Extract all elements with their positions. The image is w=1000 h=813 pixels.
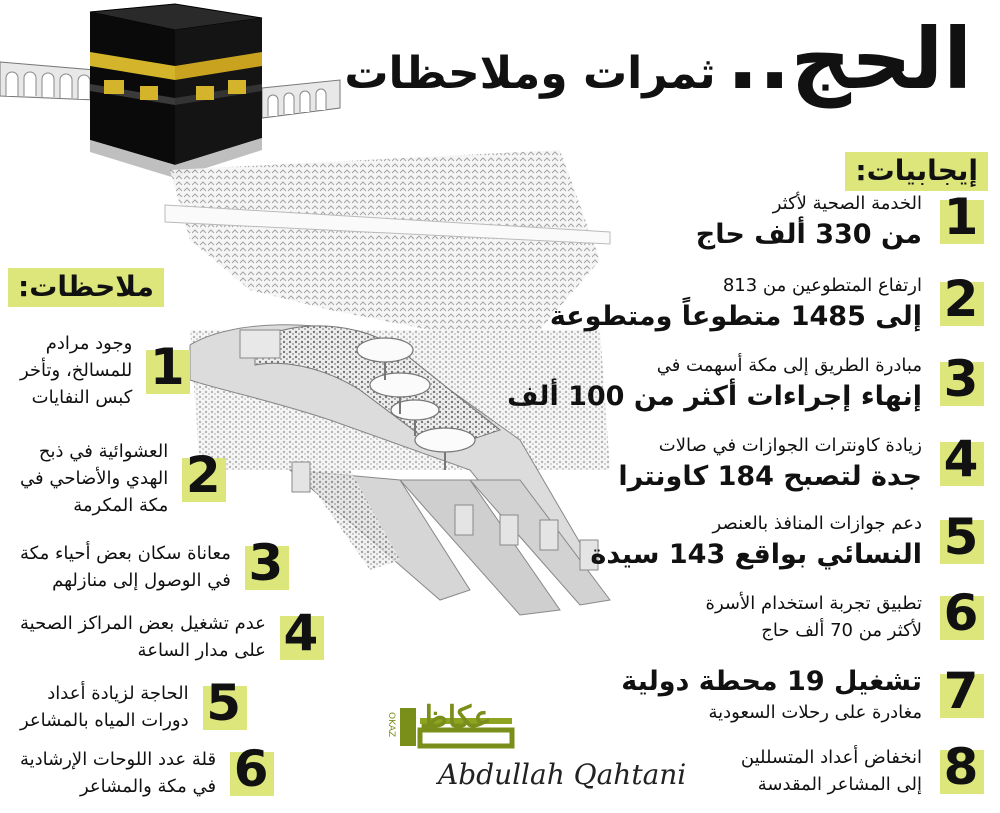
number-badge: 8 [932, 742, 990, 800]
item-text: الخدمة الصحية لأكثر [772, 193, 922, 214]
positive-item-2 [550, 272, 990, 334]
title-sub: ثمرات وملاحظات [344, 48, 716, 99]
kaaba [90, 4, 262, 178]
title-main: الحج.. [726, 10, 972, 108]
item-text: تطبيق تجربة استخدام الأسرة [705, 593, 922, 614]
item-text: مغادرة على رحلات السعودية [708, 702, 922, 723]
positive-item-8 [740, 738, 990, 800]
item-text: زيادة كاونترات الجوازات في صالات [658, 435, 922, 456]
note-item-1 [20, 330, 196, 411]
item-text: انخفاض أعداد المتسللين [740, 747, 922, 768]
item-text: إنهاء إجراءات أكثر من 100 ألف [507, 381, 922, 412]
item-text: إلى المشاعر المقدسة [757, 774, 922, 795]
item-text: إلى 1485 متطوعاً ومتطوعة [549, 301, 922, 332]
item-text: النسائي بواقع 143 سيدة [590, 539, 922, 570]
item-text: تشغيل 19 محطة دولية [621, 666, 922, 697]
item-text: دورات المياه بالمشاعر [20, 710, 189, 731]
number-badge: 1 [932, 192, 990, 250]
item-text: مكة المكرمة [73, 495, 169, 516]
number-badge: 5 [195, 678, 253, 736]
positive-item-4 [618, 432, 990, 494]
item-text: قلة عدد اللوحات الإرشادية [20, 749, 217, 770]
positives-label: إيجابيات: [845, 152, 988, 191]
colonnade-left [0, 62, 95, 100]
positive-item-1 [696, 190, 990, 252]
okaz-logo-small: OKAZ [386, 712, 396, 738]
item-text: العشوائية في ذبح [38, 441, 169, 462]
item-text: الهدي والأضاحي في [20, 468, 169, 489]
artist-signature: Abdullah Qahtani [438, 758, 687, 791]
colonnade-right [262, 80, 340, 118]
item-text: جدة لتصبح 184 كاونترا [618, 461, 922, 492]
item-text: للمسالخ، وتأخر [20, 360, 133, 381]
positive-item-5 [590, 510, 990, 572]
item-text: وجود مرادم [45, 333, 133, 354]
item-text: الحاجة لزيادة أعداد [47, 683, 189, 704]
page-title [344, 10, 972, 108]
item-text: عدم تشغيل بعض المراكز الصحية [20, 613, 266, 634]
number-badge: 1 [138, 342, 196, 400]
positive-item-3 [507, 352, 990, 414]
item-text: في الوصول إلى منازلهم [52, 570, 231, 591]
number-badge: 5 [932, 512, 990, 570]
item-text: لأكثر من 70 ألف حاج [761, 620, 922, 641]
number-badge: 7 [932, 666, 990, 724]
note-item-5 [20, 674, 253, 736]
number-badge: 3 [932, 354, 990, 412]
okaz-logo: عكاظ [420, 700, 492, 735]
number-badge: 6 [932, 588, 990, 646]
item-text: على مدار الساعة [137, 640, 266, 661]
item-text: دعم جوازات المنافذ بالعنصر [712, 513, 922, 534]
number-badge: 3 [237, 538, 295, 596]
item-text: في مكة والمشاعر [80, 776, 217, 797]
note-item-3 [20, 534, 295, 596]
item-text: مبادرة الطريق إلى مكة أسهمت في [656, 355, 922, 376]
number-badge: 4 [272, 608, 330, 666]
positive-item-7 [621, 664, 990, 726]
number-badge: 2 [174, 450, 232, 508]
note-item-4 [20, 604, 330, 666]
number-badge: 2 [932, 274, 990, 332]
note-item-6 [20, 740, 280, 802]
item-text: من 330 ألف حاج [695, 219, 922, 250]
number-badge: 4 [932, 434, 990, 492]
item-text: ارتفاع المتطوعين من 813 [722, 275, 922, 296]
item-text: كبس النفايات [31, 387, 133, 408]
item-text: معاناة سكان بعض أحياء مكة [20, 543, 231, 564]
number-badge: 6 [222, 744, 280, 802]
notes-label: ملاحظات: [8, 268, 164, 307]
positive-item-6 [705, 584, 990, 646]
note-item-2 [20, 438, 232, 519]
